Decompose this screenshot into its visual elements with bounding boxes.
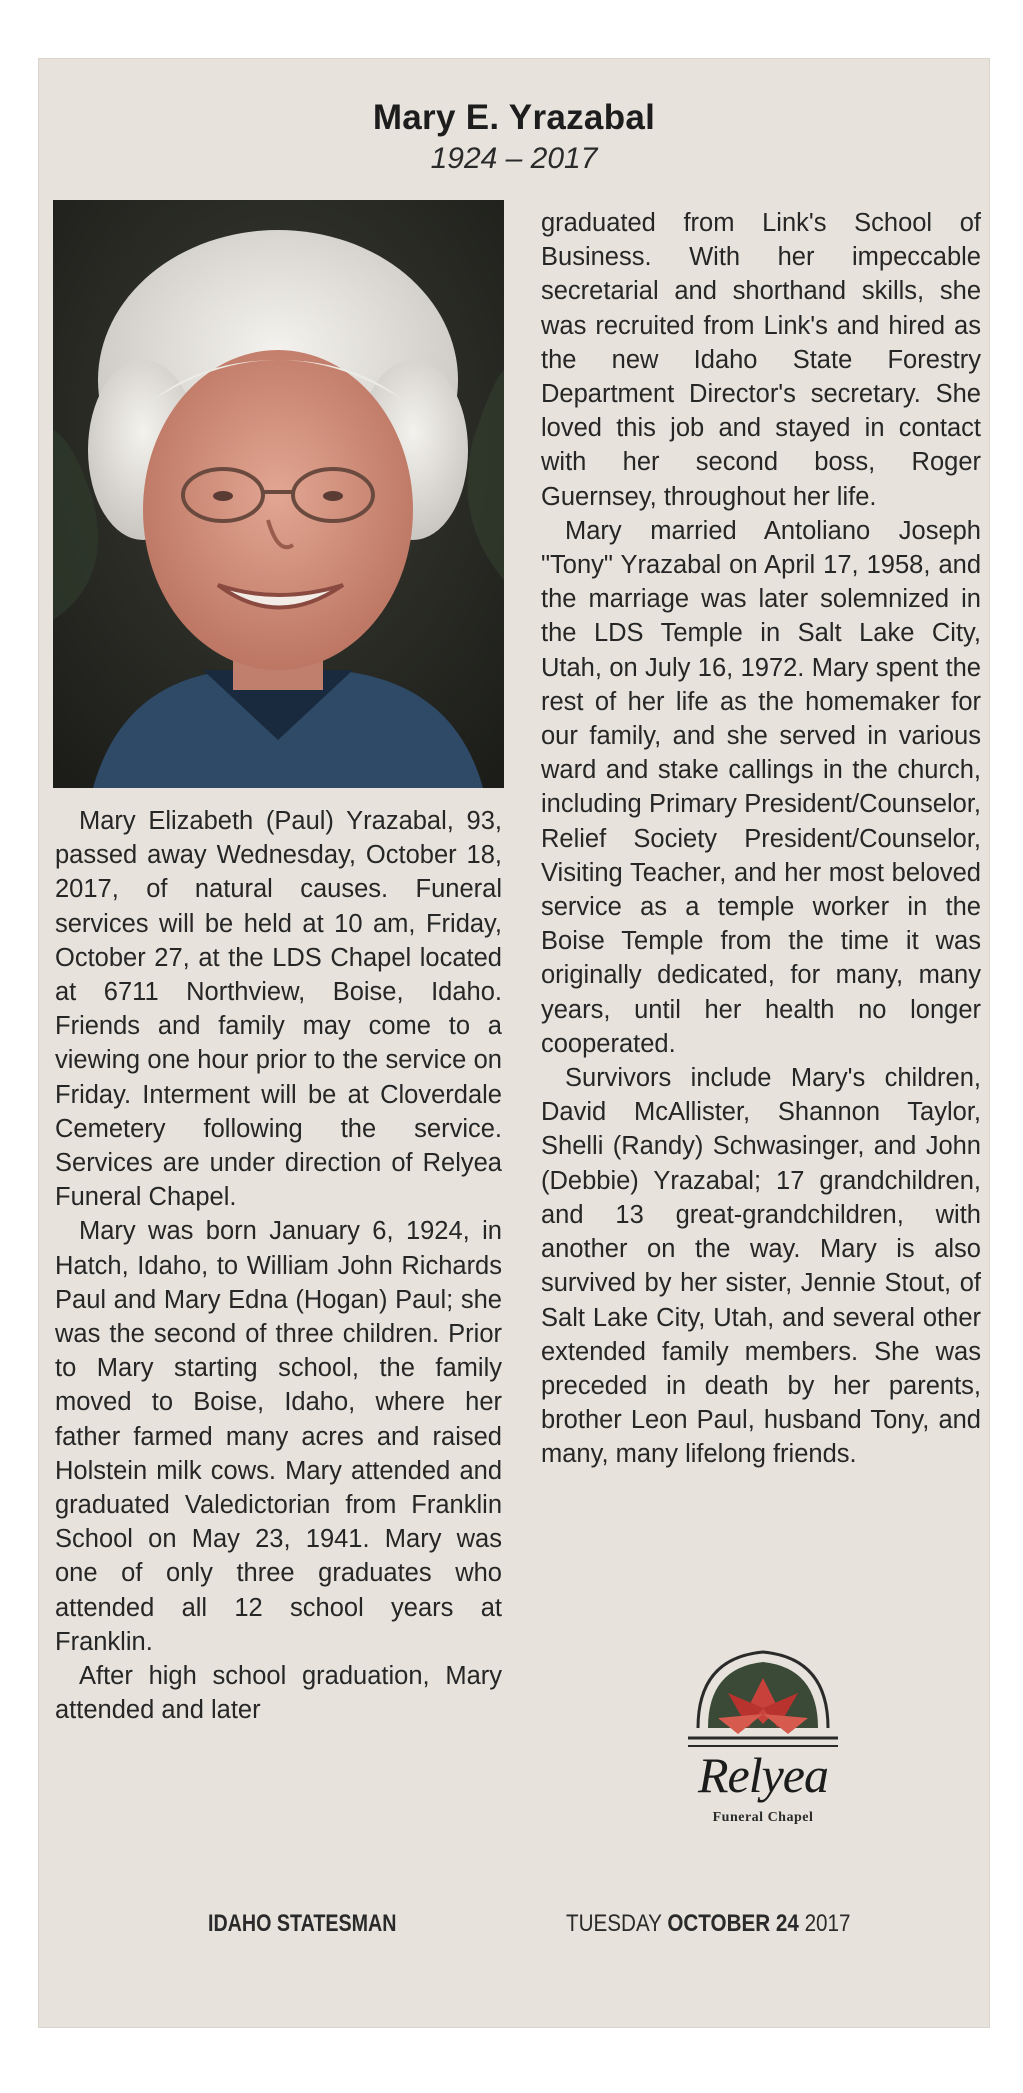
paragraph-education-end: graduated from Link's School of Business. With her impeccable secretarial and shorthand skills, she was recruited from Link's and hired as the new Idaho State Forestry Department Director's secretary. She loved this job and stayed in contact with her second boss, Roger Guernsey, throughout her life. [541, 209, 981, 511]
logo-wordmark: Relyea [697, 1747, 828, 1803]
portrait-photo [53, 200, 504, 788]
portrait-illustration [53, 200, 504, 788]
obituary-name: Mary E. Yrazabal [372, 98, 656, 137]
text-column-right [541, 206, 981, 1472]
newspaper-clipping [38, 58, 990, 2028]
publication-year: 2017 [804, 1910, 851, 1937]
paragraph-education-start: After high school graduation, Mary attended and later [55, 1662, 502, 1725]
paragraph-survivors: Survivors include Mary's children, David McAllister, Shannon Taylor, Shelli (Randy) Schwasinger, and John (Debbie) Yrazabal; 17 grandchildren, and 13 great-grandchildren, with another on the way. Mary is also survived by her sister, Jennie Stout, of Salt Lake City, Utah, and several other extended family members. She was preceded in death by her parents, brother Leon Paul, husband Tony, and many, many lifelong friends. [541, 1064, 981, 1469]
publication-month-day: OCTOBER 24 [667, 1910, 799, 1937]
obituary-header [38, 98, 990, 176]
paragraph-marriage: Mary married Antoliano Joseph "Tony" Yrazabal on April 17, 1958, and the marriage was later solemnized in the LDS Temple in Salt Lake City, Utah, on July 16, 1972. Mary spent the rest of her life as the homemaker for our family, and she served in various ward and stake callings in the church, including Primary President/Counselor, Relief Society President/Counselor, Visiting Teacher, and her most beloved service as a temple worker in the Boise Temple from the time it was originally dedicated, for many, many years, until her health no longer cooperated. [541, 516, 981, 1058]
logo-subtitle: Funeral Chapel [712, 1810, 814, 1825]
paragraph-early-life: Mary was born January 6, 1924, in Hatch, Idaho, to William John Richards Paul and Mary Edna (Hogan) Paul; she was the second of three children. Prior to Mary starting school, the family moved to Boise, Idaho, where her father farmed many acres and raised Holstein milk cows. Mary attended and graduated Valedictorian from Franklin School on May 23, 1941. Mary was one of only three graduates who attended all 12 school years at Franklin. [55, 1217, 502, 1656]
newspaper-name: IDAHO STATESMAN [208, 1910, 397, 1937]
text-column-left [55, 804, 502, 1727]
funeral-chapel-logo [668, 1638, 858, 1848]
lily-emblem-icon [668, 1638, 858, 1758]
publication-day: TUESDAY [566, 1910, 662, 1937]
paragraph-service-details: Mary Elizabeth (Paul) Yrazabal, 93, passed away Wednesday, October 18, 2017, of natural causes. Funeral services will be held at 10 am, Friday, October 27, at the LDS Chapel located at 6711 Northview, Boise, Idaho. Friends and family may come to a viewing one hour prior to the service on Friday. Interment will be at Cloverdale Cemetery following the service. Services are under direction of Relyea Funeral Chapel. [55, 807, 502, 1212]
obituary-dates: 1924 – 2017 [430, 142, 598, 175]
publication-date [566, 1910, 850, 1938]
